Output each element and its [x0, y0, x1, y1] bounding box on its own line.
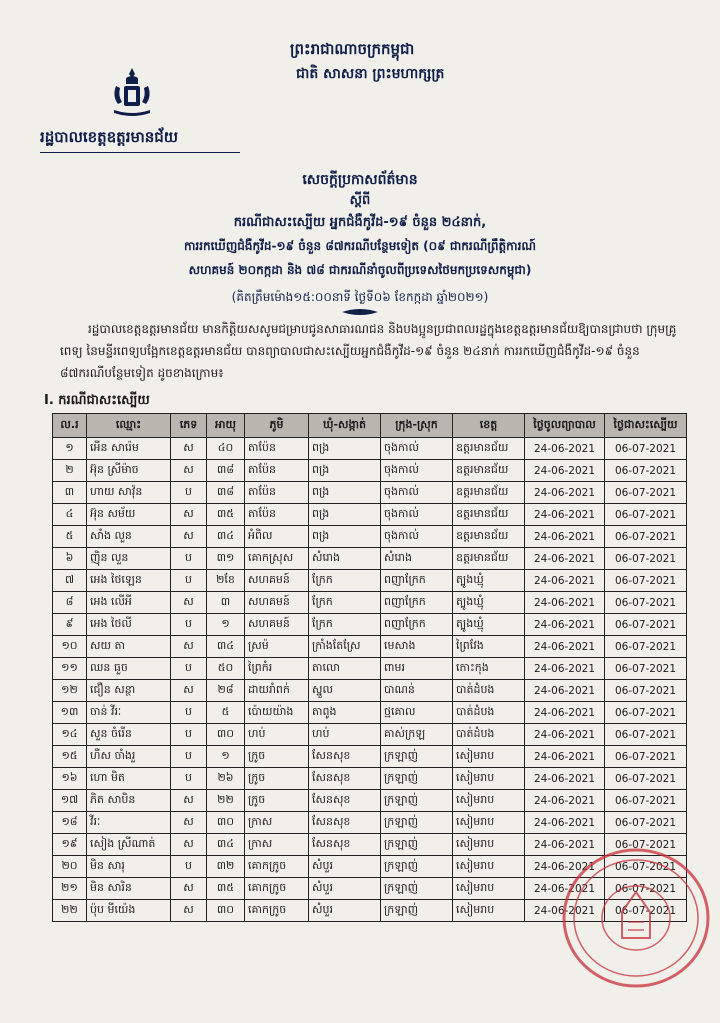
cell-sex: ប [171, 548, 207, 570]
cell-age: ២ខែ [207, 570, 245, 592]
cell-province: ឧត្តរមានជ័យ [453, 526, 525, 548]
table-row [53, 438, 687, 460]
cell-no: ១ [53, 438, 87, 460]
section-heading: I. ករណីជាសះស្បើយ [44, 393, 150, 408]
cell-sex: ស [171, 438, 207, 460]
cell-name: អេង ថៃលី [87, 614, 171, 636]
cell-admission-date: 24-06-2021 [525, 592, 605, 614]
table-row [53, 482, 687, 504]
cell-commune: ពង្រ [309, 438, 381, 460]
cell-age: ៤០ [207, 438, 245, 460]
kingdom-line-2: ជាតិ សាសនា ព្រះមហាក្សត្រ [296, 66, 445, 82]
cell-age: ៣១ [207, 548, 245, 570]
cell-district: ចុងកាល់ [381, 526, 453, 548]
cell-sex: ប [171, 658, 207, 680]
cell-name: អើន សារ៉េម [87, 438, 171, 460]
cell-admission-date: 24-06-2021 [525, 768, 605, 790]
cell-village: តាប៉ែន [245, 460, 309, 482]
cell-province: ឧត្តរមានជ័យ [453, 504, 525, 526]
cell-no: ១៨ [53, 812, 87, 834]
cell-admission-date: 24-06-2021 [525, 548, 605, 570]
cell-commune: សែនសុខ [309, 812, 381, 834]
cell-age: ៥០ [207, 658, 245, 680]
cell-village: ក្រូច [245, 746, 309, 768]
cell-district: ពញាក្រែក [381, 614, 453, 636]
col-header-name: ឈ្មោះ [87, 414, 171, 438]
cell-no: ៤ [53, 504, 87, 526]
cell-admission-date: 24-06-2021 [525, 504, 605, 526]
cell-recovery-date: 06-07-2021 [605, 504, 687, 526]
cell-age: ៣ [207, 592, 245, 614]
cell-district: ពាមរ [381, 658, 453, 680]
cell-name: ហឺស ចាំងរួ [87, 746, 171, 768]
cell-province: សៀមរាប [453, 834, 525, 856]
table-row [53, 504, 687, 526]
intro-paragraph [60, 318, 686, 384]
col-header-commune: ឃុំ-សង្កាត់ [309, 414, 381, 438]
cell-age: ៣០ [207, 812, 245, 834]
cell-district: ក្រឡាញ់ [381, 768, 453, 790]
cell-admission-date: 24-06-2021 [525, 878, 605, 900]
cell-commune: សែនសុខ [309, 834, 381, 856]
cell-commune: សំរោង [309, 548, 381, 570]
cell-recovery-date: 06-07-2021 [605, 548, 687, 570]
cell-commune: សែនសុខ [309, 768, 381, 790]
cell-no: ៣ [53, 482, 87, 504]
cell-age: ៣៥ [207, 878, 245, 900]
cell-village: គោកស្រុស [245, 548, 309, 570]
cell-no: ១០ [53, 636, 87, 658]
cell-village: សហគមន៍ [245, 592, 309, 614]
cell-recovery-date: 06-07-2021 [605, 702, 687, 724]
cell-village: ក្រូច [245, 768, 309, 790]
cell-district: ក្រឡាញ់ [381, 746, 453, 768]
cell-admission-date: 24-06-2021 [525, 834, 605, 856]
cell-name: សួន ចំរើន [87, 724, 171, 746]
cell-recovery-date: 06-07-2021 [605, 526, 687, 548]
title-date-line: (គិតត្រឹមម៉ោង១៥:០០នាទី ថ្ងៃទី០៦ ខែកក្កដា ឆ្នាំ២០២១) [231, 290, 489, 304]
cell-admission-date: 24-06-2021 [525, 702, 605, 724]
table-row [53, 768, 687, 790]
cell-province: ឧត្តរមានជ័យ [453, 438, 525, 460]
cell-village: តាប៉ែន [245, 438, 309, 460]
cell-district: ពញាក្រែក [381, 570, 453, 592]
cell-sex: ប [171, 570, 207, 592]
table-row [53, 526, 687, 548]
table-row [53, 680, 687, 702]
col-header-age: អាយុ [207, 414, 245, 438]
cell-province: ត្បូងឃ្មុំ [453, 570, 525, 592]
cell-name: មិន សារុ [87, 856, 171, 878]
table-row [53, 658, 687, 680]
cell-name: អេង លើអី [87, 592, 171, 614]
cell-admission-date: 24-06-2021 [525, 570, 605, 592]
cell-no: ១៣ [53, 702, 87, 724]
cell-recovery-date: 06-07-2021 [605, 460, 687, 482]
title-subject-label: ស្តីពី [349, 193, 371, 208]
cell-commune: ពង្រ [309, 482, 381, 504]
col-header-sex: ភេទ [171, 414, 207, 438]
cell-no: ៩ [53, 614, 87, 636]
cell-commune: តាលោ [309, 658, 381, 680]
cell-district: ចុងកាល់ [381, 504, 453, 526]
cell-name: អ៊ុន ស្រីម៉ាច [87, 460, 171, 482]
cell-village: ហប់ [245, 724, 309, 746]
cell-sex: ស [171, 526, 207, 548]
cell-province: សៀមរាប [453, 900, 525, 922]
cell-admission-date: 24-06-2021 [525, 526, 605, 548]
cell-no: ៨ [53, 592, 87, 614]
divider [40, 152, 240, 153]
cell-sex: ស [171, 636, 207, 658]
cell-no: ១២ [53, 680, 87, 702]
cell-no: ១១ [53, 658, 87, 680]
cell-recovery-date: 06-07-2021 [605, 834, 687, 856]
cell-district: បាណន់ [381, 680, 453, 702]
cell-village: ស្រម៉ [245, 636, 309, 658]
cell-admission-date: 24-06-2021 [525, 460, 605, 482]
cell-age: ៣២ [207, 856, 245, 878]
cell-sex: ស [171, 812, 207, 834]
cell-recovery-date: 06-07-2021 [605, 812, 687, 834]
cell-commune: ពង្រ [309, 460, 381, 482]
cell-district: ក្រឡាញ់ [381, 900, 453, 922]
table-row [53, 790, 687, 812]
cell-district: ក្រឡាញ់ [381, 878, 453, 900]
cell-province: បាត់ដំបង [453, 702, 525, 724]
cell-village: តាប៉ែន [245, 504, 309, 526]
cell-commune: សំបួរ [309, 878, 381, 900]
royal-emblem-icon [108, 66, 156, 118]
col-header-recovery-date: ថ្ងៃជាសះស្បើយ [605, 414, 687, 438]
cell-sex: ស [171, 878, 207, 900]
cell-district: ចុងកាល់ [381, 460, 453, 482]
cell-sex: ប [171, 482, 207, 504]
cell-province: សៀមរាប [453, 856, 525, 878]
cell-village: ក្រាស [245, 834, 309, 856]
table-row [53, 460, 687, 482]
cell-district: ក្រឡាញ់ [381, 790, 453, 812]
cell-province: កោះកុង [453, 658, 525, 680]
cell-province: សៀមរាប [453, 746, 525, 768]
cell-commune: សែនសុខ [309, 790, 381, 812]
cell-sex: ស [171, 460, 207, 482]
cell-recovery-date: 06-07-2021 [605, 636, 687, 658]
col-header-village: ភូមិ [245, 414, 309, 438]
cell-village: តាប៉ែន [245, 482, 309, 504]
cell-age: ៣៤ [207, 526, 245, 548]
col-header-admission-date: ថ្ងៃចូលព្យាបាល [525, 414, 605, 438]
cell-no: ២០ [53, 856, 87, 878]
cell-age: ២៦ [207, 768, 245, 790]
cell-commune: ស្នួល [309, 680, 381, 702]
cell-recovery-date: 06-07-2021 [605, 878, 687, 900]
document-title: សេចក្តីប្រកាសព័ត៌មាន [302, 172, 418, 188]
cell-recovery-date: 06-07-2021 [605, 900, 687, 922]
cell-district: សំរោង [381, 548, 453, 570]
cell-no: ១៥ [53, 746, 87, 768]
cell-recovery-date: 06-07-2021 [605, 768, 687, 790]
cell-no: ១៩ [53, 834, 87, 856]
col-header-district: ក្រុង-ស្រុក [381, 414, 453, 438]
cell-sex: ស [171, 504, 207, 526]
cell-sex: ប [171, 746, 207, 768]
cell-admission-date: 24-06-2021 [525, 812, 605, 834]
administration-name: រដ្ឋបាលខេត្តឧត្តរមានជ័យ [40, 128, 179, 146]
cell-name: ហោ មិត [87, 768, 171, 790]
cell-name: ឈន ធួច [87, 658, 171, 680]
cell-sex: ប [171, 702, 207, 724]
cell-village: ក្រូច [245, 790, 309, 812]
cell-name: អ៊ុន សម័យ [87, 504, 171, 526]
official-seal-icon [556, 842, 712, 992]
cell-recovery-date: 06-07-2021 [605, 724, 687, 746]
cell-province: សៀមរាប [453, 790, 525, 812]
cell-recovery-date: 06-07-2021 [605, 680, 687, 702]
table-row [53, 812, 687, 834]
cell-village: សហគមន៍ [245, 614, 309, 636]
intro-text: រដ្ឋបាលខេត្តឧត្តរមានជ័យ មានកិត្តិយសសូមជម្រាបជូនសាធារណជន និងបងប្អូនប្រជាពលរដ្ឋក្នុងខេត្តឧត្តរមានជ័យឱ្យបានជ្រាបថា ក្រុមគ្រូពេទ្យ នៃមន្ទីរពេទ្យបង្អែកខេត្តឧត្តរមានជ័យ បានព្យាបាលជាសះស្បើយអ្នកជំងឺកូវីដ-១៩ ចំនួន ២៤នាក់ ការរកឃើញជំងឺកូវីដ-១៩ ចំនួន ៨៧ករណីបន្ថែមទៀត ដូចខាងក្រោម៖ [60, 322, 677, 380]
cell-no: ២ [53, 460, 87, 482]
cell-commune: តាពូង [309, 702, 381, 724]
cell-name: ប៉ុប មីយ៉េង [87, 900, 171, 922]
cell-recovery-date: 06-07-2021 [605, 570, 687, 592]
cell-no: ៦ [53, 548, 87, 570]
table-row [53, 636, 687, 658]
cell-sex: ស [171, 592, 207, 614]
cell-admission-date: 24-06-2021 [525, 900, 605, 922]
cell-village: សហគមន៍ [245, 570, 309, 592]
col-header-no: ល.រ [53, 414, 87, 438]
cell-village: ព្រៃកំរ [245, 658, 309, 680]
cell-sex: ស [171, 680, 207, 702]
cell-province: បាត់ដំបង [453, 680, 525, 702]
table-row [53, 724, 687, 746]
cell-admission-date: 24-06-2021 [525, 658, 605, 680]
cell-recovery-date: 06-07-2021 [605, 856, 687, 878]
cell-recovery-date: 06-07-2021 [605, 746, 687, 768]
cell-age: ២២ [207, 790, 245, 812]
cell-district: ពញាក្រែក [381, 592, 453, 614]
cell-province: ត្បូងឃ្មុំ [453, 592, 525, 614]
cell-commune: ក្រែក [309, 614, 381, 636]
title-line-3: ករណីជាសះស្បើយ អ្នកជំងឺកូវីដ-១៩ ចំនួន ២៤នាក់, [233, 215, 487, 230]
cell-village: គោកក្រូច [245, 900, 309, 922]
cell-name: ចាន់ វីរៈ [87, 702, 171, 724]
cell-district: ថ្មគោល [381, 702, 453, 724]
ornament-icon [340, 308, 380, 316]
cell-admission-date: 24-06-2021 [525, 438, 605, 460]
cell-province: សៀមរាប [453, 768, 525, 790]
cell-no: ៧ [53, 570, 87, 592]
cell-age: ៣០ [207, 900, 245, 922]
table-row [53, 614, 687, 636]
cell-sex: ស [171, 834, 207, 856]
cell-age: ៣៥ [207, 504, 245, 526]
cell-age: ២៨ [207, 680, 245, 702]
cell-age: ៣៤ [207, 834, 245, 856]
cell-no: ៥ [53, 526, 87, 548]
cell-admission-date: 24-06-2021 [525, 614, 605, 636]
cell-age: ៣៨ [207, 460, 245, 482]
cell-village: ប៉ោយយ៉ាង [245, 702, 309, 724]
cell-no: ១៦ [53, 768, 87, 790]
cell-sex: ប [171, 614, 207, 636]
cell-admission-date: 24-06-2021 [525, 724, 605, 746]
cell-recovery-date: 06-07-2021 [605, 658, 687, 680]
cell-province: ព្រៃវែង [453, 636, 525, 658]
cell-recovery-date: 06-07-2021 [605, 592, 687, 614]
cell-village: ដាយរាំពក់ [245, 680, 309, 702]
cell-village: គោកក្រូច [245, 856, 309, 878]
cell-recovery-date: 06-07-2021 [605, 614, 687, 636]
cell-recovery-date: 06-07-2021 [605, 438, 687, 460]
cell-sex: ប [171, 724, 207, 746]
table-header-row [53, 414, 687, 438]
cell-province: បាត់ដំបង [453, 724, 525, 746]
cell-province: សៀមរាប [453, 812, 525, 834]
cell-admission-date: 24-06-2021 [525, 746, 605, 768]
cell-district: ក្រឡាញ់ [381, 856, 453, 878]
cell-no: ២១ [53, 878, 87, 900]
cell-village: ក្រាស [245, 812, 309, 834]
cell-province: ឧត្តរមានជ័យ [453, 548, 525, 570]
cell-sex: ស [171, 900, 207, 922]
cell-commune: ក្រែក [309, 592, 381, 614]
title-line-5: សហគមន៍ ២០កក្កដា និង ៧៨ ជាករណីនាំចូលពីប្រទេសថៃមកប្រទេសកម្ពុជា) [188, 263, 532, 277]
cell-district: គាស់ក្រឡ [381, 724, 453, 746]
table-row [53, 548, 687, 570]
cell-commune: ក្រែក [309, 570, 381, 592]
cell-commune: សំបួរ [309, 856, 381, 878]
cell-name: ភិត សាបិន [87, 790, 171, 812]
cell-no: ១៧ [53, 790, 87, 812]
cell-province: ឧត្តរមានជ័យ [453, 460, 525, 482]
cell-name: ញ៉ិន លួន [87, 548, 171, 570]
cell-district: មេសាង [381, 636, 453, 658]
table-row [53, 570, 687, 592]
cell-name: ជឿន សន្ថា [87, 680, 171, 702]
cell-name: ហាយ សាវ៉ុន [87, 482, 171, 504]
table-row [53, 702, 687, 724]
cell-village: គោកក្រូច [245, 878, 309, 900]
cell-admission-date: 24-06-2021 [525, 790, 605, 812]
cell-name: អេង ថៃឡេន [87, 570, 171, 592]
cell-commune: សំបួរ [309, 900, 381, 922]
cell-admission-date: 24-06-2021 [525, 680, 605, 702]
cell-province: ត្បូងឃ្មុំ [453, 614, 525, 636]
cell-age: ៣០ [207, 724, 245, 746]
cell-commune: ក្រាំងតែស្រែ [309, 636, 381, 658]
cell-commune: ពង្រ [309, 504, 381, 526]
kingdom-line-1: ព្រះរាជាណាចក្រកម្ពុជា [290, 40, 415, 58]
cell-name: វីរៈ [87, 812, 171, 834]
cell-name: សយ តា [87, 636, 171, 658]
cell-sex: ប [171, 856, 207, 878]
cell-province: សៀមរាប [453, 878, 525, 900]
cell-age: ៥ [207, 702, 245, 724]
title-line-4: ការរកឃើញជំងឺកូវីដ-១៩ ចំនួន ៨៧ករណីបន្ថែមទៀត (០៩ ជាករណីព្រឹត្តិការណ៍ [183, 239, 537, 253]
cell-district: ក្រឡាញ់ [381, 812, 453, 834]
cell-admission-date: 24-06-2021 [525, 482, 605, 504]
table-row [53, 746, 687, 768]
cell-age: ១ [207, 614, 245, 636]
col-header-province: ខេត្ត [453, 414, 525, 438]
cell-commune: ហប់ [309, 724, 381, 746]
cell-province: ឧត្តរមានជ័យ [453, 482, 525, 504]
cell-no: ១៤ [53, 724, 87, 746]
cell-no: ២២ [53, 900, 87, 922]
cell-village: អំពិល [245, 526, 309, 548]
cell-admission-date: 24-06-2021 [525, 856, 605, 878]
cell-admission-date: 24-06-2021 [525, 636, 605, 658]
cell-age: ១ [207, 746, 245, 768]
cell-name: សាំង លួន [87, 526, 171, 548]
cell-age: ៣៨ [207, 482, 245, 504]
cell-commune: ពង្រ [309, 526, 381, 548]
cell-sex: ប [171, 768, 207, 790]
cell-recovery-date: 06-07-2021 [605, 482, 687, 504]
cell-district: ចុងកាល់ [381, 482, 453, 504]
table-row [53, 592, 687, 614]
cell-name: មិន សារិន [87, 878, 171, 900]
cell-district: ចុងកាល់ [381, 438, 453, 460]
cell-age: ៣៤ [207, 636, 245, 658]
cell-district: ក្រឡាញ់ [381, 834, 453, 856]
cell-commune: សែនសុខ [309, 746, 381, 768]
cell-name: សៀង ស្រីណាត់ [87, 834, 171, 856]
cell-sex: ស [171, 790, 207, 812]
cell-recovery-date: 06-07-2021 [605, 790, 687, 812]
